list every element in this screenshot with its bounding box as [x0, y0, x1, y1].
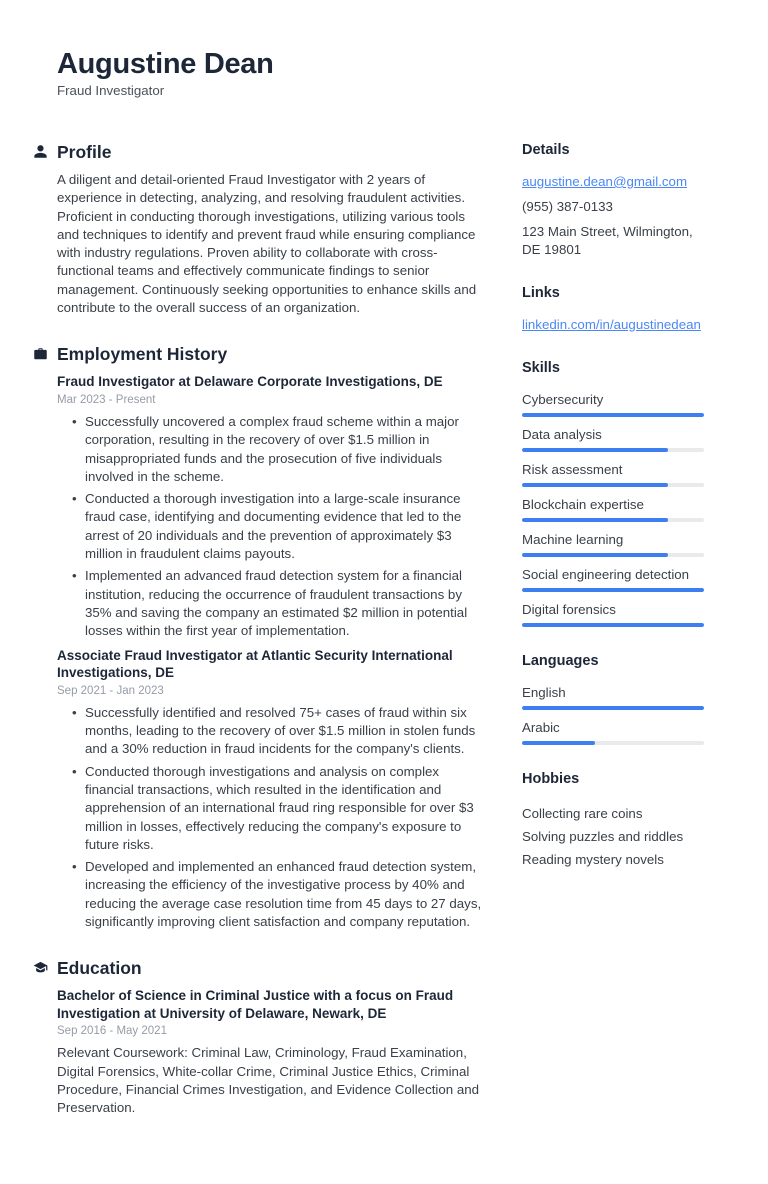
sidebar-section-hobbies	[522, 770, 704, 871]
skill-item	[522, 601, 704, 627]
skill-label: Machine learning	[522, 532, 624, 547]
skill-bar-track	[522, 588, 704, 592]
language-item	[522, 684, 704, 710]
sidebar-section-skills	[522, 359, 704, 627]
language-bar-track	[522, 741, 704, 745]
education-heading-label: Education	[57, 958, 142, 979]
education-entry	[57, 987, 483, 1117]
content-columns	[57, 141, 704, 1144]
sidebar-section-details	[522, 141, 704, 259]
job-title: Fraud Investigator at Delaware Corporate Investigations, DE	[57, 374, 443, 390]
skill-item	[522, 531, 704, 557]
language-bar-fill	[522, 706, 704, 710]
job-dates: Sep 2021 - Jan 2023	[57, 684, 164, 697]
hobby-item: Reading mystery novels	[522, 852, 664, 867]
skill-bar-fill	[522, 413, 704, 417]
job-bullet: • Successfully uncovered a complex fraud scheme within a major corporation, resulting in the recovery of over $1.5 million in misappropriated funds and the prosecution of five individuals involved in the scheme.	[57, 413, 483, 486]
job-dates: Mar 2023 - Present	[57, 393, 156, 406]
skill-bar-track	[522, 518, 704, 522]
job-bullet: • Successfully identified and resolved 75+ cases of fraud within six months, leading to the recovery of over $1.5 million in stolen funds and a 30% reduction in fraud incidents for the company's clients.	[57, 704, 483, 759]
candidate-name: Augustine Dean	[57, 48, 274, 80]
skill-bar-fill	[522, 588, 704, 592]
address: 123 Main Street, Wilmington, DE 19801	[522, 224, 693, 257]
email-link[interactable]	[522, 173, 704, 191]
linkedin-link[interactable]	[522, 316, 704, 334]
skill-bar-fill	[522, 483, 668, 487]
skill-bar-track	[522, 483, 704, 487]
skill-bar-fill	[522, 553, 668, 557]
language-item	[522, 719, 704, 745]
skill-label: Blockchain expertise	[522, 497, 644, 512]
skill-label: Risk assessment	[522, 462, 623, 477]
education-heading	[57, 957, 483, 979]
details-heading: Details	[522, 142, 570, 158]
resume-header	[57, 48, 704, 98]
job-bullet: • Conducted thorough investigations and analysis on complex financial transactions, which resulted in the identification and apprehension of an international fraud ring responsible for over $3 million in losses, effectively reducing the company's exposure to future risks.	[57, 763, 483, 854]
degree-title: Bachelor of Science in Criminal Justice with a focus on Fraud Investigation at University of Delaware, Newark, DE	[57, 988, 454, 1021]
hobby-item: Collecting rare coins	[522, 806, 643, 821]
job-bullet-list	[57, 704, 483, 932]
skill-label: Data analysis	[522, 427, 602, 442]
job-bullet-list	[57, 413, 483, 641]
job-entry	[57, 647, 483, 932]
linkedin-link-text[interactable]: linkedin.com/in/augustinedean	[522, 317, 701, 332]
job-bullet: • Conducted a thorough investigation into a large-scale insurance fraud case, identifying and documenting evidence that led to the arrest of 20 individuals and the prevention of approximately $3 million in fraudulent claims payouts.	[57, 490, 483, 563]
language-bar-track	[522, 706, 704, 710]
briefcase-icon	[33, 346, 48, 361]
candidate-job-title: Fraud Investigator	[57, 83, 165, 98]
skill-item	[522, 426, 704, 452]
hobbies-heading: Hobbies	[522, 771, 580, 787]
education-dates: Sep 2016 - May 2021	[57, 1025, 167, 1038]
employment-heading	[57, 343, 483, 365]
links-heading: Links	[522, 285, 560, 301]
languages-heading: Languages	[522, 653, 599, 669]
skill-item	[522, 496, 704, 522]
job-bullet: • Implemented an advanced fraud detection system for a financial institution, reducing the occurrence of fraudulent transactions by 35% and saving the company an estimated $2 million in potential losses within the first year of implementation.	[57, 567, 483, 640]
sidebar-section-languages	[522, 652, 704, 745]
main-column	[57, 141, 483, 1144]
skill-item	[522, 461, 704, 487]
language-label: English	[522, 685, 566, 700]
skill-label: Cybersecurity	[522, 392, 604, 407]
employment-heading-label: Employment History	[57, 344, 228, 365]
skill-label: Social engineering detection	[522, 567, 690, 582]
phone-number: (955) 387-0133	[522, 199, 613, 214]
skill-bar-fill	[522, 518, 668, 522]
job-entry	[57, 373, 483, 640]
education-description: Relevant Coursework: Criminal Law, Criminology, Fraud Examination, Digital Forensics, White-collar Crime, Criminal Justice Ethics, Criminal Procedure, Financial Crimes Investigation, and Evidence Collection and Preservation.	[57, 1045, 480, 1116]
job-title: Associate Fraud Investigator at Atlantic Security International Investigations, DE	[57, 647, 453, 681]
section-profile	[57, 141, 483, 317]
skill-item	[522, 566, 704, 592]
skill-item	[522, 391, 704, 417]
section-education	[57, 957, 483, 1117]
skill-bar-track	[522, 553, 704, 557]
job-bullet: • Developed and implemented an enhanced fraud detection system, increasing the efficiency of the investigative process by 40% and reducing the average case resolution time from 45 days to 27 days, significantly improving client satisfaction and company reputation.	[57, 858, 483, 931]
skill-bar-track	[522, 413, 704, 417]
user-icon	[33, 144, 48, 159]
email-link-text[interactable]: augustine.dean@gmail.com	[522, 174, 688, 189]
profile-heading	[57, 141, 483, 163]
skill-bar-track	[522, 623, 704, 627]
skill-bar-fill	[522, 448, 668, 452]
section-employment-history	[57, 343, 483, 931]
sidebar	[522, 141, 704, 1144]
language-label: Arabic	[522, 720, 560, 735]
hobby-item: Solving puzzles and riddles	[522, 829, 684, 844]
skill-bar-fill	[522, 623, 704, 627]
profile-heading-label: Profile	[57, 142, 112, 162]
skill-bar-track	[522, 448, 704, 452]
skills-heading: Skills	[522, 360, 560, 376]
sidebar-section-links	[522, 284, 704, 334]
skill-label: Digital forensics	[522, 602, 616, 617]
graduation-cap-icon	[33, 960, 48, 975]
profile-text: A diligent and detail-oriented Fraud Investigator with 2 years of experience in detecting, analyzing, and resolving fraudulent activities. Proficient in conducting thorough investigations, utilizing various tools and techniques to identify and prevent fraud while ensuring compliance with industry regulations. Proven ability to collaborate with cross-functional teams and effectively communicate findings to senior management. Continuously seeking opportunities to enhance skills and contribute to the overall success of an organization.	[57, 172, 477, 316]
language-bar-fill	[522, 741, 595, 745]
